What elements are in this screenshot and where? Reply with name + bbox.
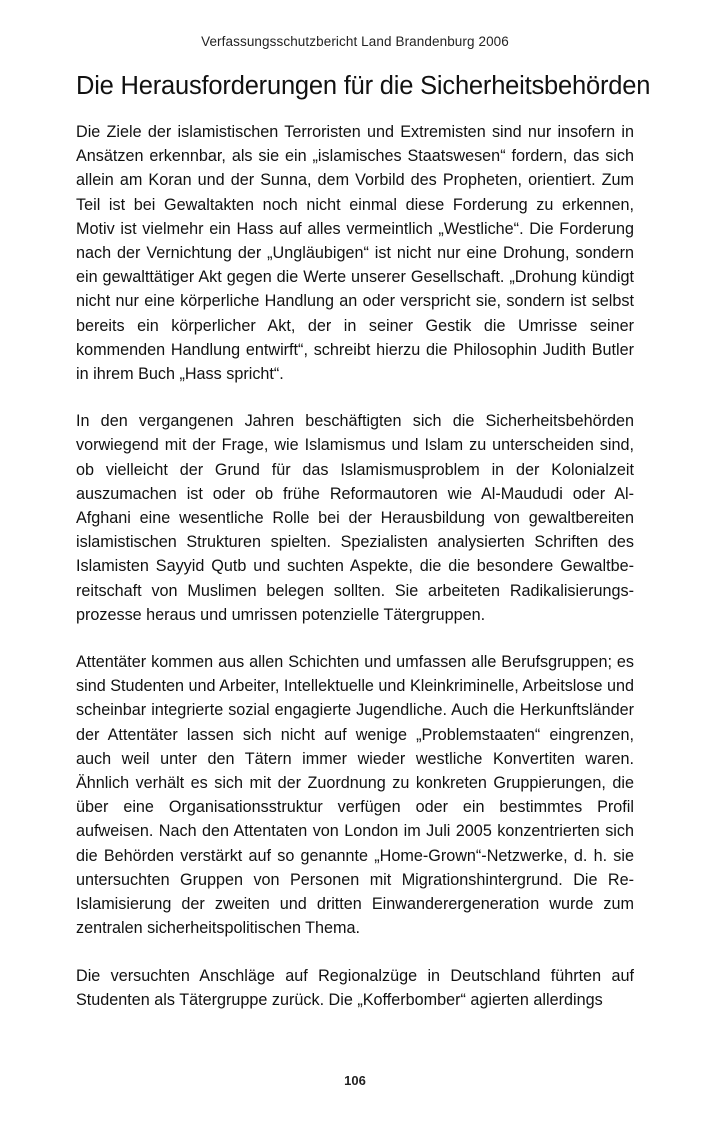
body-text <box>76 120 634 1035</box>
paragraph-2: In den vergangenen Jahren beschäftigten sich die Sicherheitsbehörden vorwiegend mit der Frage, wie Islamismus und Islam zu unterscheiden sind, ob vielleicht der Grund für das Islamismusproblem in der Kolonialzeit auszumachen ist oder ob frühe Reformautoren wie Al-Maududi oder Al-Afghani eine wesentliche Rolle bei der Herausbildung von gewaltbereiten islamistischen Strukturen spielten. Spezialisten analysierten Schriften des Islamisten Sayyid Qutb und suchten Aspekte, die die besondere Gewaltbereitschaft von Muslimen belegen sollten. Sie arbeiteten Radikalisierungsprozesse heraus und umrissen potenzielle Tätergruppen. <box>76 412 634 624</box>
paragraph-3: Attentäter kommen aus allen Schichten und umfassen alle Berufsgruppen; es sind Studenten und Arbeiter, Intellektuelle und Kleinkriminelle, Arbeitslose und scheinbar integrierte sozial engagierte Jugendliche. Auch die Herkunftsländer der Attentäter lassen sich nicht auf wenige „Problemstaaten“ eingrenzen, auch weil unter den Tätern immer wieder westliche Konvertiten waren. Ähnlich verhält es sich mit der Zuordnung zu konkreten Gruppierungen, die über eine Organisationsstruktur verfügen oder ein bestimmtes Profil aufweisen. Nach den Attentaten von London im Juli 2005 konzentrierten sich die Behörden verstärkt auf so genannte „Home-Grown“-Netzwerke, d. h. sie untersuchten Gruppen von Personen mit Migrationshintergrund. Die Re-Islamisierung der zweiten und dritten Einwanderergeneration wurde zum zentralen sicherheitspolitischen Thema. <box>76 653 634 938</box>
page-title: Die Herausforderungen für die Sicherheitsbehörden <box>76 72 651 100</box>
running-header: Verfassungsschutzbericht Land Brandenburg 2006 <box>201 34 509 49</box>
paragraph-1: Die Ziele der islamistischen Terroristen und Extremisten sind nur insofern in Ansätzen erkennbar, als sie ein „islamisches Staatswesen“ fordern, das sich allein am Koran und der Sunna, dem Vorbild des Propheten, orientiert. Zum Teil ist bei Gewaltakten noch nicht einmal diese Forderung zu erkennen, Motiv ist vielmehr ein Hass auf alles vermeintlich „Westliche“. Die Forderung nach der Vernichtung der „Ungläubigen“ ist nicht nur eine Drohung, sondern ein gewalttätiger Akt gegen die Werte unserer Gesellschaft. „Drohung kündigt nicht nur eine körperliche Handlung an oder verspricht sie, sondern ist selbst bereits ein körperlicher Akt, der in seiner Gestik die Umrisse seiner kommenden Handlung entwirft“, schreibt hierzu die Philosophin Judith Butler in ihrem Buch „Hass spricht“. <box>76 123 634 384</box>
page-number: 106 <box>344 1073 366 1088</box>
paragraph-4: Die versuchten Anschläge auf Regionalzüge in Deutschland führten auf Studenten als Tätergruppe zurück. Die „Kofferbomber“ agierten allerdings <box>76 966 634 1009</box>
